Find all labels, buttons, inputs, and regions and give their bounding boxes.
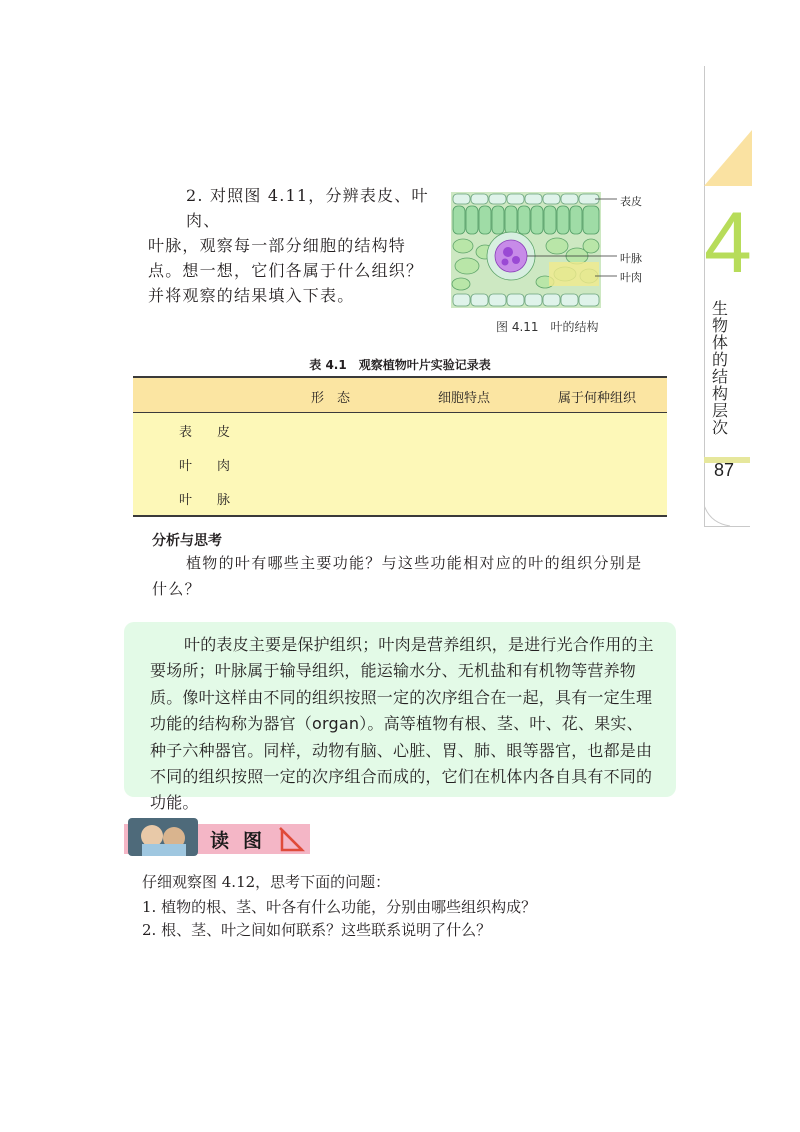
leaf-structure-figure	[445, 190, 645, 310]
read-map-title: 读图	[210, 830, 277, 852]
intro-line-3: 点。想一想，它们各属于什么组织？	[148, 261, 424, 280]
record-table	[133, 376, 667, 517]
chapter-tab-triangle	[704, 130, 752, 186]
intro-line-1: 2. 对照图 4.11，分辨表皮、叶肉、	[186, 186, 429, 230]
header-cell-features: 细胞特点	[438, 391, 491, 406]
read-map-question-2: 2. 根、茎、叶之间如何联系？这些联系说明了什么？	[142, 921, 492, 939]
analysis-question: 植物的叶有哪些主要功能？与这些功能相对应的叶的组织分别是什么？	[152, 554, 643, 598]
row-epidermis: 表 皮	[179, 425, 237, 440]
analysis-title: 分析与思考	[152, 533, 222, 549]
read-map-intro: 仔细观察图 4.12，思考下面的问题：	[142, 873, 391, 891]
row-mesophyll: 叶 肉	[179, 459, 237, 474]
table-body	[133, 413, 667, 517]
margin-corner	[704, 505, 752, 529]
page-number: 87	[713, 460, 735, 480]
chapter-number: 4	[704, 195, 752, 291]
chapter-title: 生物体的结构层次	[712, 299, 729, 437]
organ-info-text: 叶的表皮主要是保护组织；叶肉是营养组织，是进行光合作用的主要场所；叶脉属于输导组织，能运输水分、无机盐和有机物等营养物质。像叶这样由不同的组织按照一定的次序组合在一起，具有一定生理功能的结构称为器官（organ）。高等植物有根、茎、叶、花、果实、种子六种器官。同样，动物有脑、心脏、胃、肺、眼等器官，也都是由不同的组织按照一定的次序组合而成的，它们在机体内各自具有不同的功能。	[150, 635, 654, 813]
organ-info-box	[124, 622, 676, 813]
intro-line-4: 并将观察的结果填入下表。	[148, 286, 355, 305]
label-epidermis: 表皮	[620, 195, 642, 208]
table-caption: 表 4.1 观察植物叶片实验记录表	[309, 358, 491, 372]
intro-line-2: 叶脉，观察每一部分细胞的结构特	[148, 236, 407, 255]
label-mesophyll: 叶肉	[620, 271, 642, 284]
figure-caption: 图 4.11 叶的结构	[496, 320, 599, 334]
header-form: 形 态	[311, 391, 351, 406]
row-vein: 叶 脉	[179, 493, 237, 508]
label-vein: 叶脉	[620, 252, 642, 265]
header-tissue-type: 属于何种组织	[558, 391, 637, 406]
table-header	[133, 376, 667, 413]
intro-paragraph	[148, 183, 433, 308]
read-map-question-1: 1. 植物的根、茎、叶各有什么功能，分别由哪些组织构成？	[142, 898, 537, 916]
